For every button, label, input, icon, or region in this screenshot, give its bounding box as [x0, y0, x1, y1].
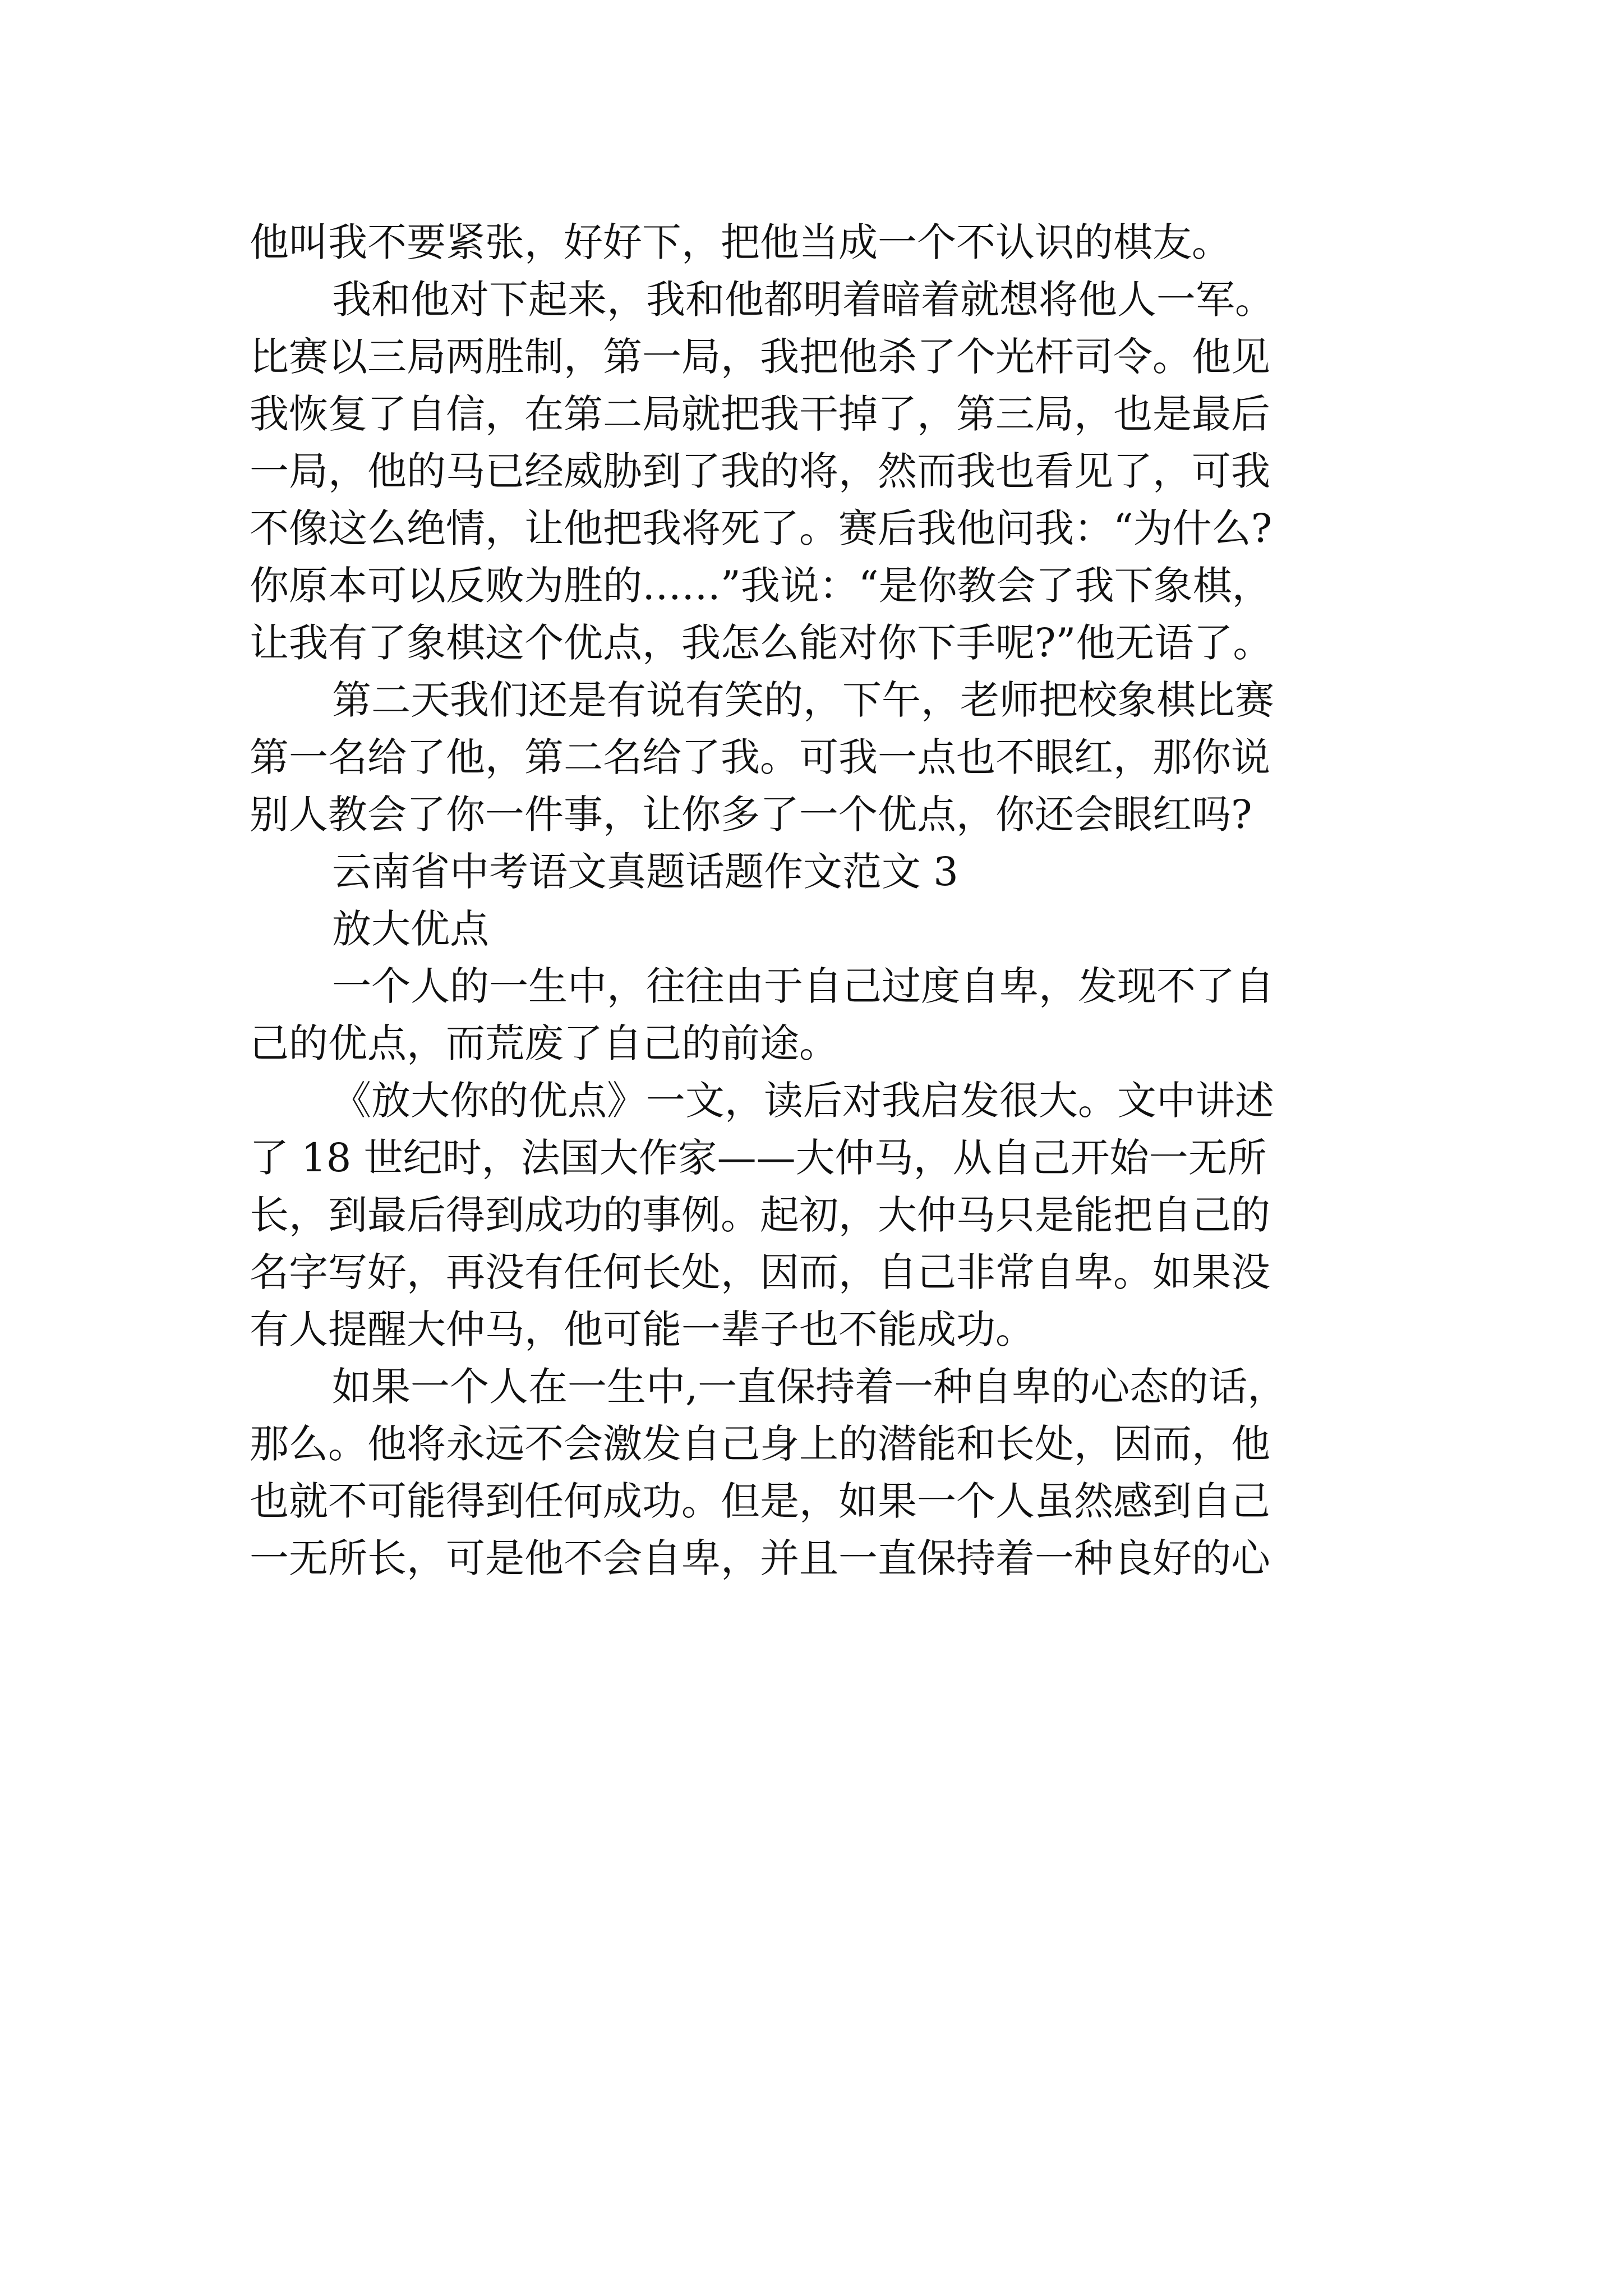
text-line: 一局，他的马已经威胁到了我的将，然而我也看见了，可我	[250, 448, 1270, 494]
text-line: 比赛以三局两胜制，第一局，我把他杀了个光杆司令。他见	[250, 334, 1270, 380]
text-line: 让我有了象棋这个优点，我怎么能对你下手呢?”他无语了。	[250, 620, 1272, 666]
essay-title: 放大优点	[332, 906, 489, 952]
text-line: 一个人的一生中，往往由于自己过度自卑，发现不了自	[332, 963, 1274, 1009]
text-line: 了 18 世纪时，法国大作家——大仲马，从自己开始一无所	[250, 1135, 1267, 1181]
text-line: 那么。他将永远不会激发自己身上的潜能和长处，因而，他	[250, 1421, 1270, 1467]
section-heading: 云南省中考语文真题话题作文范文 3	[332, 849, 958, 895]
text-line: 《放大你的优点》一文，读后对我启发很大。文中讲述	[332, 1078, 1274, 1124]
text-line: 有人提醒大仲马，他可能一辈子也不能成功。	[250, 1306, 1035, 1352]
text-line: 第二天我们还是有说有笑的，下午，老师把校象棋比赛	[332, 677, 1274, 723]
text-line: 名字写好，再没有任何长处，因而，自己非常自卑。如果没	[250, 1249, 1270, 1295]
text-line: 你原本可以反败为胜的……”我说：“是你教会了我下象棋，	[250, 563, 1271, 609]
text-line: 如果一个人在一生中,一直保持着一种自卑的心态的话，	[332, 1364, 1287, 1410]
text-line: 我恢复了自信，在第二局就把我干掉了，第三局，也是最后	[250, 391, 1270, 437]
text-line: 也就不可能得到任何成功。但是，如果一个人虽然感到自己	[250, 1478, 1270, 1524]
text-line: 他叫我不要紧张，好好下，把他当成一个不认识的棋友。	[250, 219, 1231, 265]
text-line: 不像这么绝情，让他把我将死了。赛后我他问我：“为什么?	[250, 505, 1272, 551]
text-line: 己的优点，而荒废了自己的前途。	[250, 1020, 838, 1066]
text-line: 第一名给了他，第二名给了我。可我一点也不眼红，那你说	[250, 734, 1270, 780]
text-line: 长，到最后得到成功的事例。起初，大仲马只是能把自己的	[250, 1192, 1270, 1238]
text-line: 我和他对下起来，我和他都明着暗着就想将他人一军。	[332, 277, 1274, 323]
text-line: 一无所长，可是他不会自卑，并且一直保持着一种良好的心	[250, 1535, 1270, 1581]
text-line: 别人教会了你一件事，让你多了一个优点，你还会眼红吗?	[250, 792, 1252, 838]
